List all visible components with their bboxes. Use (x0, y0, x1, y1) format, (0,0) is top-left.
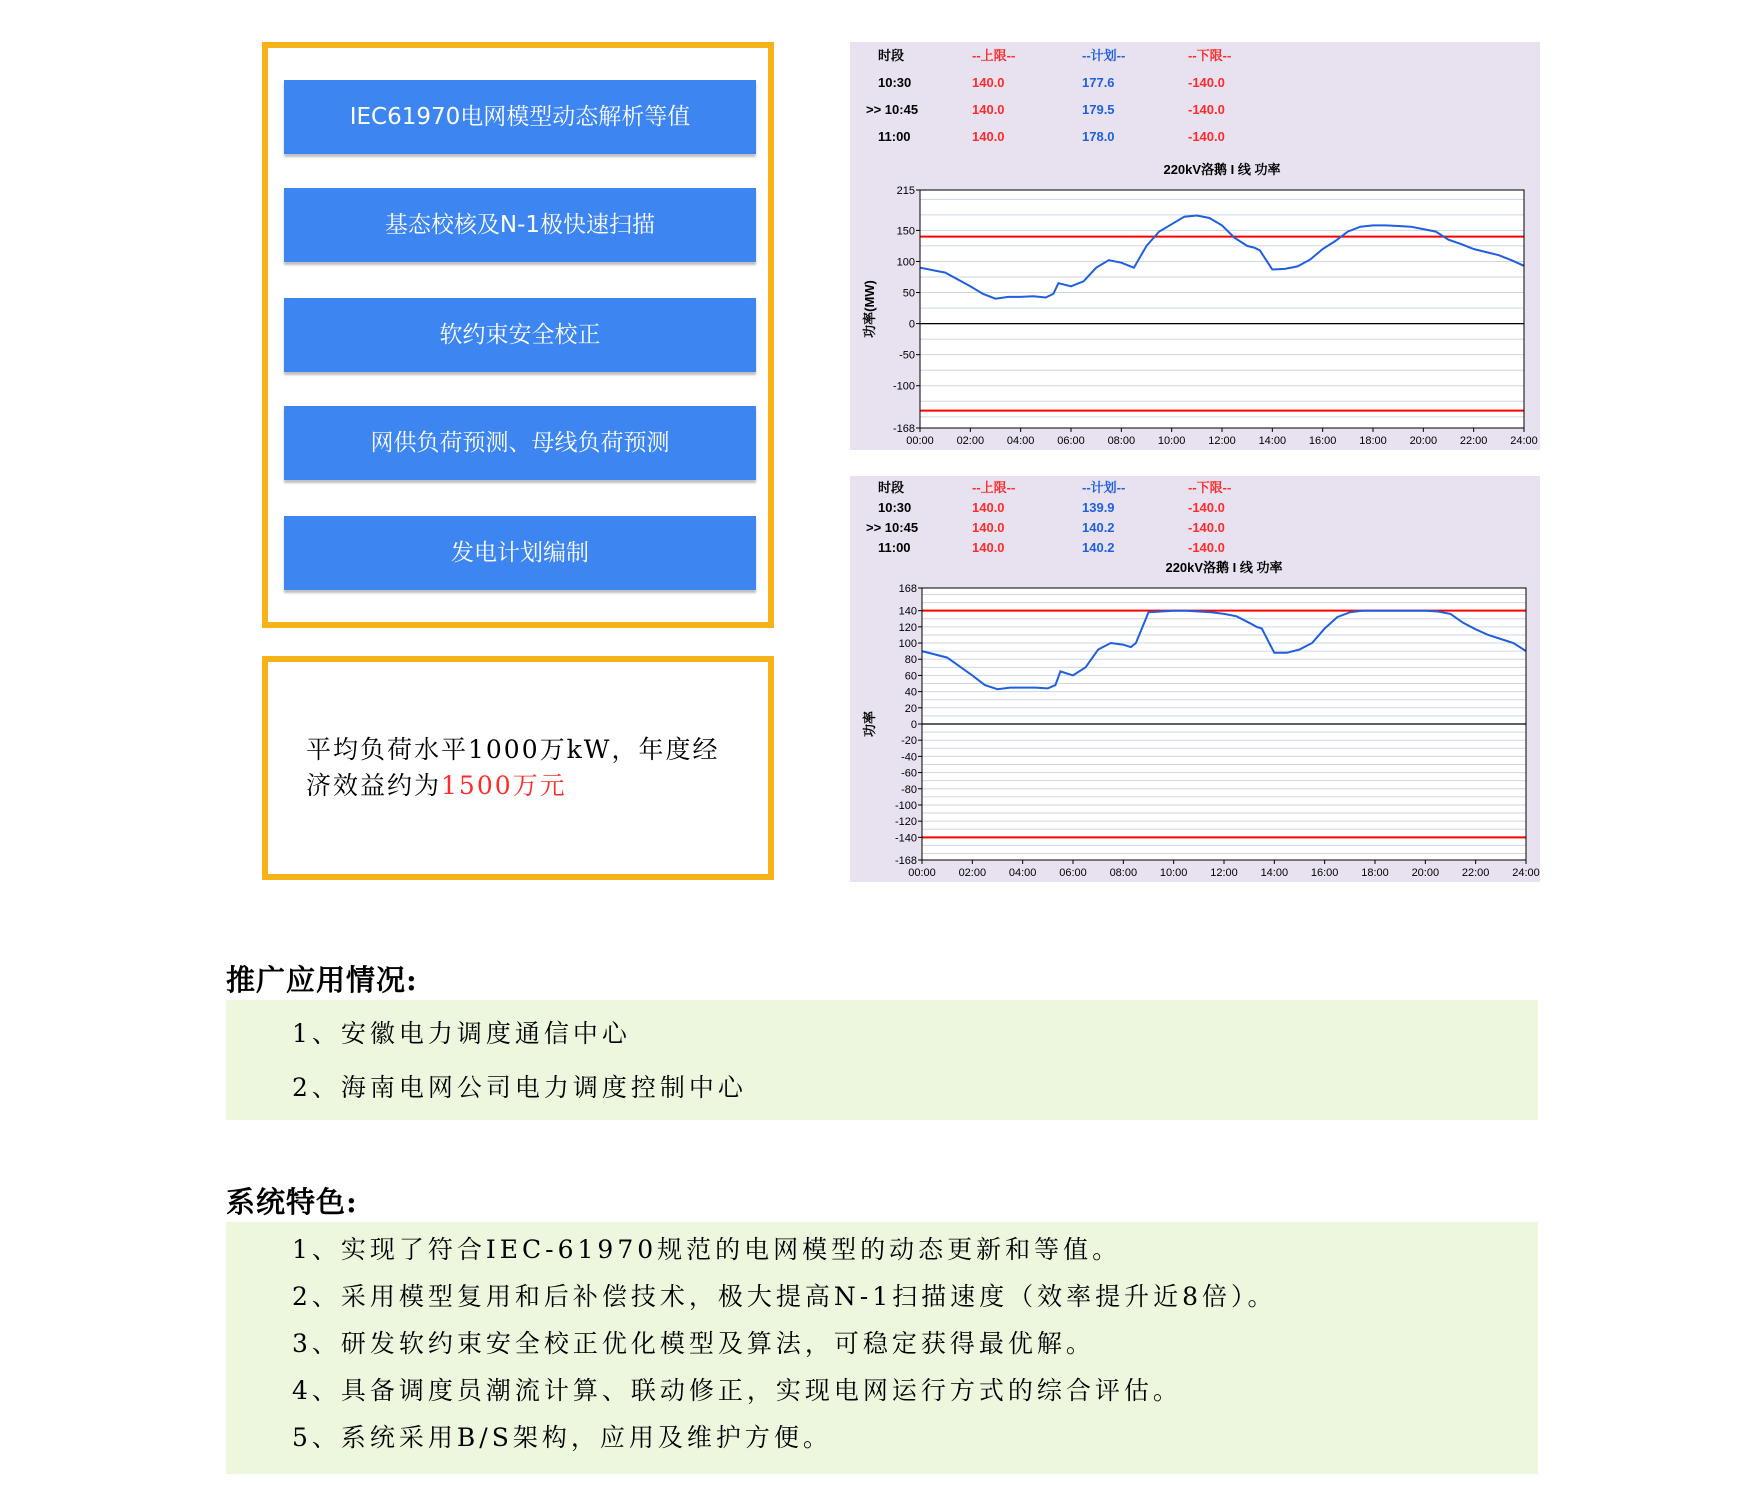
table-cell: -140.0 (1188, 102, 1225, 117)
y-tick-label: -168 (894, 855, 917, 867)
y-tick-label: -168 (892, 423, 915, 435)
table-header: 时段 (878, 48, 905, 63)
table-cell: 10:30 (878, 75, 912, 90)
table-cell: 11:00 (878, 129, 911, 144)
promotion-item: 2、海南电网公司电力调度控制中心 (292, 1073, 747, 1102)
promotion-box (226, 1000, 1538, 1120)
x-tick-label: 06:00 (1057, 435, 1085, 447)
table-cell: 140.0 (972, 500, 1005, 515)
table-cell: -140.0 (1188, 540, 1225, 555)
feature-item: 5、系统采用B/S架构，应用及维护方便。 (292, 1423, 832, 1452)
x-tick-label: 14:00 (1258, 435, 1287, 447)
x-tick-label: 24:00 (1510, 435, 1538, 447)
x-tick-label: 10:00 (1157, 435, 1186, 447)
table-cell: >> 10:45 (866, 520, 919, 535)
table-cell: -140.0 (1188, 75, 1225, 90)
table-cell: 140.0 (972, 75, 1005, 90)
chart-title: 220kV洛鹅 I 线 功率 (1165, 560, 1283, 575)
module-button-model-parsing[interactable]: IEC61970电网模型动态解析等值 (284, 80, 756, 154)
x-tick-label: 22:00 (1461, 867, 1490, 879)
module-button-load-forecast[interactable]: 网供负荷预测、母线负荷预测 (284, 406, 756, 480)
x-tick-label: 08:00 (1109, 867, 1138, 879)
y-axis-label: 功率(MW) (862, 280, 877, 338)
y-tick-label: -20 (901, 735, 917, 748)
x-tick-label: 00:00 (906, 435, 934, 447)
x-tick-label: 24:00 (1512, 867, 1540, 879)
y-tick-label: -60 (901, 767, 917, 780)
chart-svg (850, 476, 1540, 882)
y-tick-label: 60 (904, 670, 917, 683)
x-tick-label: 22:00 (1459, 435, 1488, 447)
table-cell: 10:30 (878, 500, 912, 515)
y-tick-label: -140 (894, 832, 917, 845)
x-tick-label: 20:00 (1411, 867, 1440, 879)
y-tick-label: 80 (904, 654, 917, 667)
x-tick-label: 14:00 (1260, 867, 1289, 879)
y-axis-label: 功率 (862, 710, 877, 738)
promotion-title: 推广应用情况: (226, 963, 418, 997)
table-cell: 140.0 (972, 129, 1005, 144)
x-tick-label: 20:00 (1409, 435, 1438, 447)
table-header: --上限-- (972, 48, 1016, 63)
x-tick-label: 04:00 (1006, 435, 1035, 447)
table-header: --计划-- (1082, 480, 1126, 495)
y-tick-label: 20 (904, 702, 917, 715)
table-cell: >> 10:45 (866, 102, 919, 117)
promotion-item: 1、安徽电力调度通信中心 (292, 1019, 631, 1048)
table-cell: 140.2 (1082, 540, 1115, 555)
y-tick-label: 215 (896, 185, 915, 197)
y-tick-label: -120 (894, 816, 917, 829)
feature-item: 1、实现了符合IEC-61970规范的电网模型的动态更新和等值。 (292, 1235, 1122, 1264)
table-cell: 140.0 (972, 540, 1005, 555)
x-tick-label: 00:00 (908, 867, 936, 879)
table-cell: 140.0 (972, 102, 1005, 117)
y-tick-label: -80 (901, 783, 917, 796)
module-button-generation-plan[interactable]: 发电计划编制 (284, 516, 756, 590)
table-header: --计划-- (1082, 48, 1126, 63)
x-tick-label: 16:00 (1308, 435, 1337, 447)
table-header: 时段 (878, 480, 905, 495)
benefit-text-prefix: 平均负荷水平1000万kW，年度经济效益约为 (306, 735, 720, 800)
chart-panel-1 (850, 42, 1540, 450)
feature-item: 3、研发软约束安全校正优化模型及算法，可稳定获得最优解。 (292, 1329, 1095, 1358)
y-tick-label: 150 (896, 225, 915, 238)
y-tick-label: 0 (908, 318, 915, 331)
x-tick-label: 18:00 (1361, 867, 1389, 879)
table-cell: 140.0 (972, 520, 1005, 535)
y-tick-label: 140 (898, 605, 917, 618)
module-button-safety-correction[interactable]: 软约束安全校正 (284, 298, 756, 372)
table-cell: -140.0 (1188, 520, 1225, 535)
feature-item: 4、具备调度员潮流计算、联动修正，实现电网运行方式的综合评估。 (292, 1376, 1182, 1405)
table-cell: 11:00 (878, 540, 911, 555)
x-tick-label: 08:00 (1107, 435, 1136, 447)
x-tick-label: 18:00 (1359, 435, 1387, 447)
y-tick-label: 120 (898, 621, 917, 634)
x-tick-label: 16:00 (1310, 867, 1339, 879)
y-tick-label: 0 (910, 719, 917, 731)
y-tick-label: 168 (898, 583, 917, 595)
features-title: 系统特色: (226, 1185, 358, 1219)
x-tick-label: 06:00 (1059, 867, 1087, 879)
x-tick-label: 12:00 (1210, 867, 1238, 879)
table-cell: 139.9 (1082, 500, 1115, 515)
features-box (226, 1222, 1538, 1474)
table-header: --上限-- (972, 480, 1016, 495)
y-tick-label: -50 (899, 349, 915, 362)
module-panel (262, 42, 774, 628)
table-cell: 178.0 (1082, 129, 1115, 144)
module-button-n1-scan[interactable]: 基态校核及N-1极快速扫描 (284, 188, 756, 262)
y-tick-label: -100 (892, 380, 915, 393)
feature-item: 2、采用模型复用和后补偿技术，极大提高N-1扫描速度（效率提升近8倍）。 (292, 1282, 1277, 1311)
chart-panel-2 (850, 476, 1540, 882)
table-cell: 179.5 (1082, 102, 1115, 117)
x-tick-label: 10:00 (1159, 867, 1188, 879)
benefit-panel (262, 656, 774, 880)
y-tick-label: 40 (904, 686, 917, 699)
y-tick-label: -40 (901, 751, 917, 764)
benefit-highlight: 1500万元 (441, 771, 567, 800)
x-tick-label: 12:00 (1208, 435, 1236, 447)
benefit-text (306, 732, 726, 804)
x-tick-label: 02:00 (958, 867, 987, 879)
table-cell: -140.0 (1188, 129, 1225, 144)
x-tick-label: 04:00 (1008, 867, 1037, 879)
chart-title: 220kV洛鹅 I 线 功率 (1163, 162, 1281, 177)
table-cell: 140.2 (1082, 520, 1115, 535)
table-cell: 177.6 (1082, 75, 1115, 90)
x-tick-label: 02:00 (956, 435, 985, 447)
chart-svg (850, 42, 1540, 450)
table-cell: -140.0 (1188, 500, 1225, 515)
y-tick-label: 100 (898, 638, 917, 651)
table-header: --下限-- (1188, 480, 1232, 495)
table-header: --下限-- (1188, 48, 1232, 63)
y-tick-label: 50 (902, 287, 915, 300)
y-tick-label: -100 (894, 799, 917, 812)
y-tick-label: 100 (896, 256, 915, 269)
